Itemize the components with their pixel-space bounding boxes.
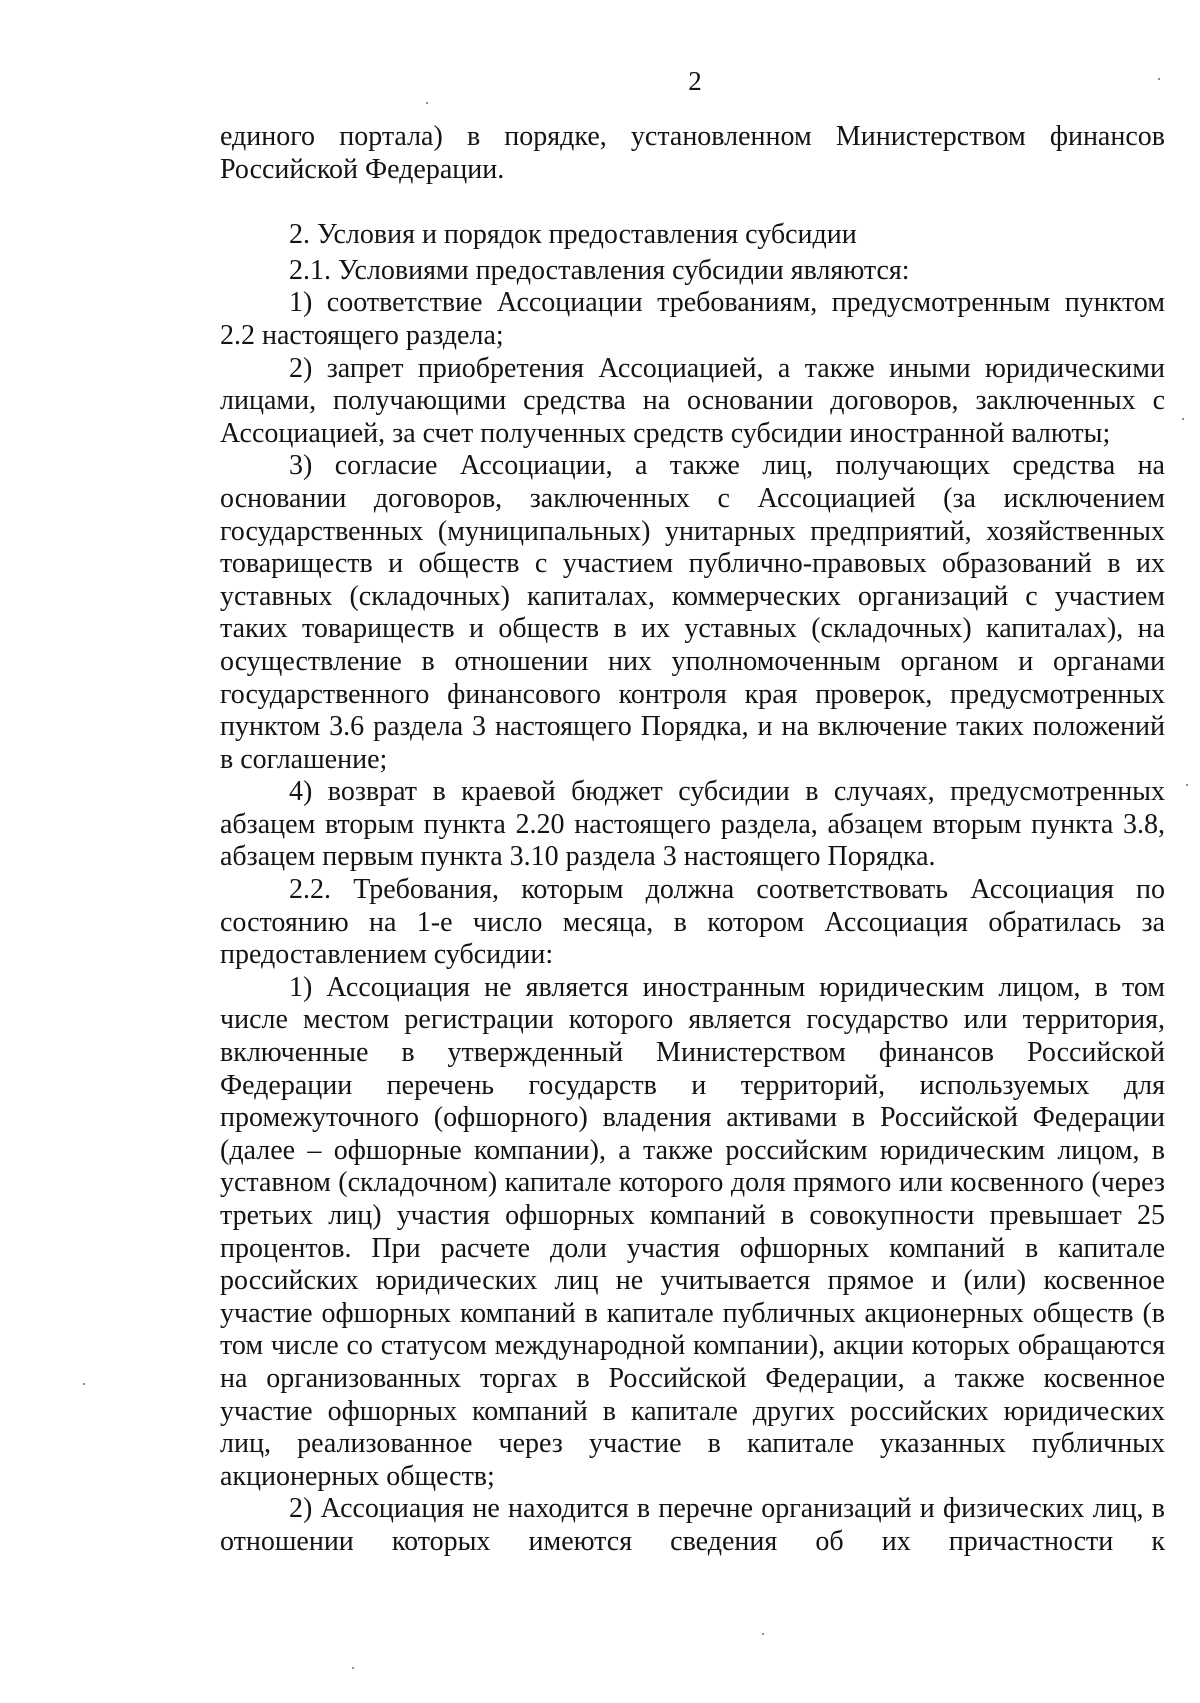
scan-speck [1158,78,1160,80]
scan-speck [426,102,428,104]
section-heading: 2. Условия и порядок предоставления субсидии [289,219,857,251]
paragraph-portal-continuation: единого портала) в порядке, установленном Министерством финансов Российской Федерации. [220,121,1165,185]
requirement-2: 2) Ассоциация не находится в перечне организаций и физических лиц, в отношении которых имеются сведения об их причастности к [220,1493,1165,1557]
condition-4: 4) возврат в краевой бюджет субсидии в случаях, предусмотренных абзацем вторым пункта 2.20 настоящего раздела, абзацем вторым пункта 3.8, абзацем первым пункта 3.10 раздела 3 настоящего Порядка. [220,776,1165,873]
condition-3: 3) согласие Ассоциации, а также лиц, получающих средства на основании договоров, заключенных с Ассоциацией (за исключением государственных (муниципальных) унитарных предприятий, хозяйственных товариществ и обществ с участием публично-правовых образований в их уставных (складочных) капиталах, коммерческих организаций с участием таких товариществ и обществ в их уставных (складочных) капиталах), на осуществление в отношении них уполномоченным органом и органами государственного финансового контроля края проверок, предусмотренных пунктом 3.6 раздела 3 настоящего Порядка, и на включение таких положений в соглашение; [220,450,1165,775]
clause-2-2: 2.2. Требования, которым должна соответствовать Ассоциация по состоянию на 1-е число месяца, в котором Ассоциация обратилась за предоставлением субсидии: [220,874,1165,971]
condition-1: 1) соответствие Ассоциации требованиям, предусмотренным пунктом 2.2 настоящего раздела; [220,287,1165,351]
requirement-1: 1) Ассоциация не является иностранным юридическим лицом, в том числе местом регистрации которого является государство или территория, включенные в утвержденный Министерством финансов Российской Федерации перечень государств и территорий, используемых для промежуточного (офшорного) владения активами в Российской Федерации (далее – офшорные компании), а также российским юридическим лицом, в уставном (складочном) капитале которого доля прямого или косвенного (через третьих лиц) участия офшорных компаний в совокупности превышает 25 процентов. При расчете доли участия офшорных компаний в капитале российских юридических лиц не учитывается прямое и (или) косвенное участие офшорных компаний в капитале публичных акционерных обществ (в том числе со статусом международной компании), акции которых обращаются на организованных торгах в Российской Федерации, а также косвенное участие офшорных компаний в капитале других российских юридических лиц, реализованное через участие в капитале указанных публичных акционерных обществ; [220,971,1165,1492]
scan-speck [83,1383,85,1385]
document-body [220,121,1165,1559]
clause-2-1: 2.1. Условиями предоставления субсидии являются: [289,254,910,286]
condition-2: 2) запрет приобретения Ассоциацией, а также иными юридическими лицами, получающими средства на основании договоров, заключенных с Ассоциацией, за счет полученных средств субсидии иностранной валюты; [220,352,1165,449]
scan-speck [1186,784,1188,786]
page-number: 2 [688,66,702,96]
scan-speck [762,1633,764,1635]
scan-speck [1182,418,1184,420]
scan-speck [352,1667,354,1669]
